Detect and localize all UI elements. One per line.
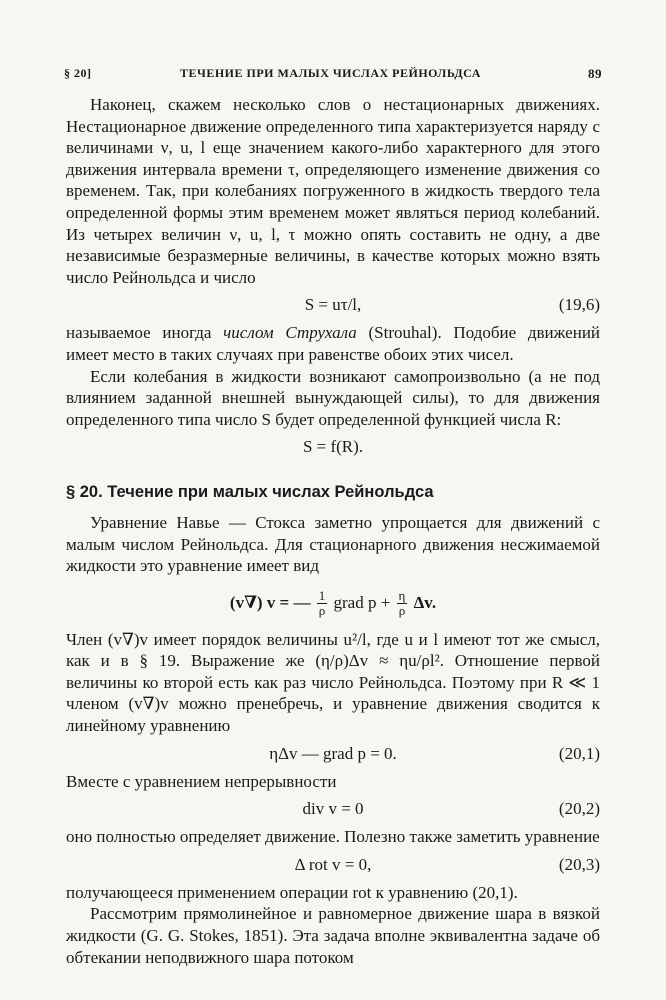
equation-s-of-r [66, 430, 600, 464]
ns-middle: grad p + [333, 592, 391, 612]
paragraph-strouhal [66, 322, 600, 365]
ns-fraction-2-num: η [398, 588, 406, 604]
paragraph-determines-motion: оно полностью определяет движение. Полезно также заметить уравнение [66, 827, 600, 847]
page-body [66, 94, 600, 968]
paragraph-order-estimate: Член (v∇)v имеет порядок величины u²/l, где u и l имеют тот же смысл, как и в § 19. Выражение же (η/ρ)Δv ≈ ηu/ρl². Отношение первой величины ко второй есть как раз число Рейнольдса. Поэтому при R ≪ 1 членом (v∇)v можно пренебречь, и уравнение движения сводится к линейному уравнению [66, 629, 600, 736]
equation-20-3 [66, 848, 600, 882]
paragraph-oscillations: Если колебания в жидкости возникают самопроизвольно (а не под влиянием заданной внешней вынуждающей силы), то для движения определенного типа число S будет определенной функцией числа R: [66, 366, 600, 429]
equation-20-1 [66, 737, 600, 771]
equation-20-1-number: (20,1) [558, 743, 600, 763]
equation-navier-stokes [66, 577, 600, 629]
equation-20-2 [66, 792, 600, 826]
paragraph-rot-operation: получающееся применением операции rot к уравнению (20,1). [66, 882, 518, 902]
ns-fraction-1 [317, 589, 328, 618]
ns-fraction-2 [397, 589, 408, 618]
equation-20-1-expr: ηΔv — grad p = 0. [269, 743, 397, 763]
header-title: ТЕЧЕНИЕ ПРИ МАЛЫХ ЧИСЛАХ РЕЙНОЛЬДСА [180, 66, 481, 80]
equation-navier-stokes-expr [230, 577, 436, 629]
equation-20-2-number: (20,2) [558, 799, 600, 819]
strouhal-text-a: называемое иногда [66, 323, 224, 343]
strouhal-text-c: (Strouhal). Подобие движений имеет место в таких случаях при равенстве обоих этих чисел. [66, 323, 601, 364]
ns-fraction-2-den: ρ [398, 603, 406, 619]
ns-end: Δv. [413, 592, 437, 612]
paragraph-nonstationary: Наконец, скажем несколько слов о нестационарных движениях. Нестационарное движение определенного типа характеризуется наряду с величинами ν, u, l еще значением какого-либо характерного для этого движения интервала времени τ, определяющего изменение движения со временем. Так, при колебаниях погруженного в жидкость твердого тела определенной формы этим временем может являться период колебаний. Из четырех величин ν, u, l, τ можно опять составить не одну, а две независимые безразмерные величины, в качестве которых можно взять число Рейнольдса и число [66, 95, 600, 287]
equation-20-3-expr: Δ rot v = 0, [294, 854, 372, 874]
section-heading: § 20. Течение при малых числах Рейнольдса [66, 483, 434, 502]
equation-19-6 [66, 288, 600, 322]
ns-fraction-1-num: 1 [318, 588, 326, 604]
equation-19-6-number: (19,6) [558, 295, 600, 315]
paragraph-sphere-motion: Рассмотрим прямолинейное и равномерное движение шара в вязкой жидкости (G. G. Stokes, 1851). Эта задача вполне эквивалентна задаче об обтекании неподвижного шара потоком [66, 904, 600, 967]
ns-fraction-1-den: ρ [318, 603, 326, 619]
strouhal-term: числом Струхала [223, 323, 357, 343]
paragraph-continuity: Вместе с уравнением непрерывности [66, 771, 337, 791]
header-section-ref: § 20] [64, 66, 92, 80]
paragraph-navier-stokes: Уравнение Навье — Стокса заметно упрощается для движений с малым числом Рейнольдса. Для стационарного движения несжимаемой жидкости это уравнение имеет вид [66, 512, 600, 576]
equation-19-6-expr: S = uτ/l, [304, 295, 362, 315]
equation-20-2-expr: div v = 0 [302, 799, 364, 819]
equation-20-3-number: (20,3) [558, 854, 600, 874]
ns-lhs: (v∇) v = — [229, 592, 311, 612]
equation-s-of-r-expr: S = f(R). [302, 437, 364, 457]
page-number: 89 [588, 66, 602, 81]
